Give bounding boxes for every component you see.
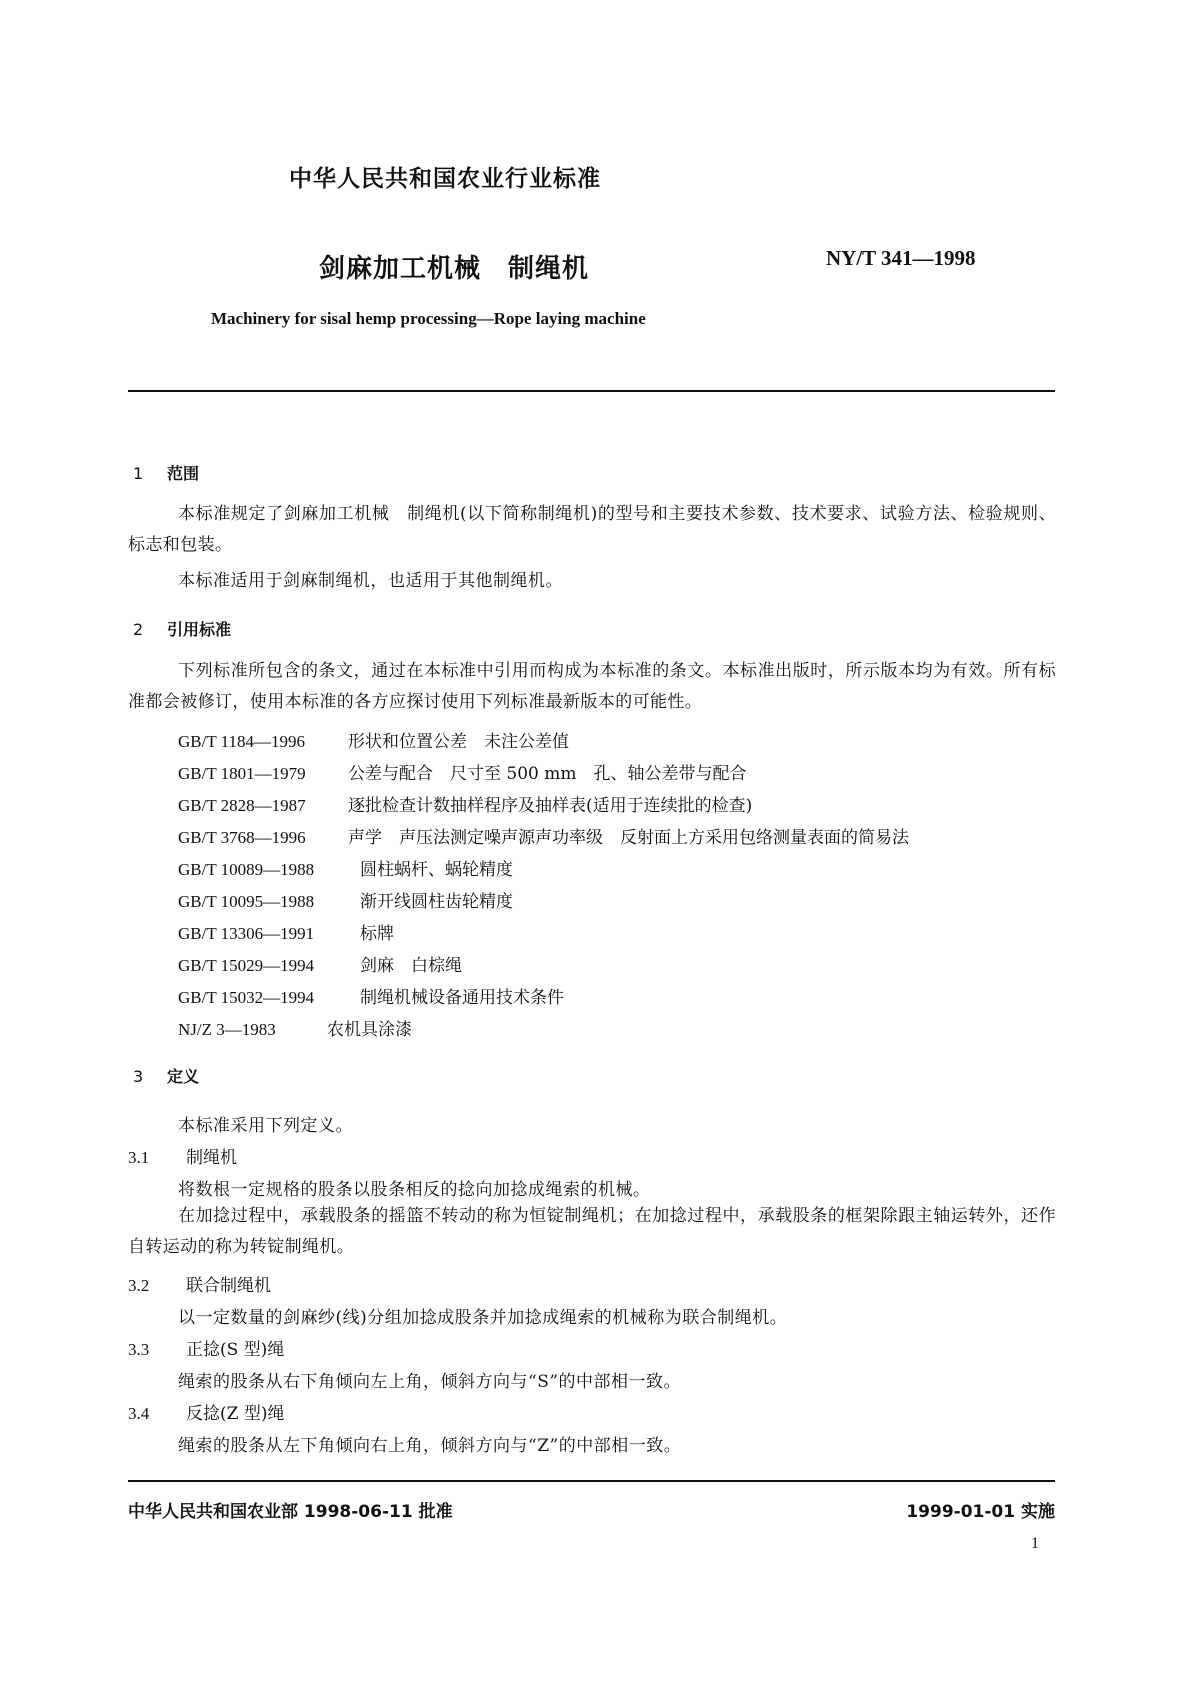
effective-date-line: 1999-01-01 实施	[906, 1502, 1055, 1522]
footer-divider	[128, 1480, 1055, 1482]
reference-title: 逐批检查计数抽样程序及抽样表(适用于连续批的检查)	[348, 796, 753, 816]
reference-item	[178, 1015, 412, 1040]
reference-title: 圆柱蜗杆、蜗轮精度	[360, 860, 513, 880]
definition-heading-3-1	[128, 1143, 237, 1168]
reference-item	[178, 983, 564, 1008]
approval-line: 中华人民共和国农业部 1998-06-11 批准	[128, 1502, 453, 1522]
section-1-paragraph-2: 本标准适用于剑麻制绳机，也适用于其他制绳机。	[178, 571, 563, 591]
reference-item	[178, 887, 513, 912]
reference-item	[178, 759, 747, 784]
definition-term: 反捻(Z 型)绳	[186, 1404, 285, 1424]
reference-title: 公差与配合 尺寸至 500 mm 孔、轴公差带与配合	[348, 764, 747, 784]
reference-item	[178, 951, 462, 976]
reference-item	[178, 823, 909, 848]
standard-category: 中华人民共和国农业行业标准	[289, 166, 601, 192]
section-3-intro: 本标准采用下列定义。	[178, 1116, 353, 1136]
definition-number: 3.2	[128, 1276, 150, 1295]
reference-title: 农机具涂漆	[327, 1020, 412, 1040]
definition-3-1-paragraph-2: 在加捻过程中，承载股条的摇篮不转动的称为恒锭制绳机；在加捻过程中，承载股条的框架除跟主轴运转外，还作自转运动的称为转锭制绳机。	[128, 1206, 1056, 1257]
header-divider	[128, 390, 1055, 392]
reference-code: GB/T 2828—1987	[178, 796, 306, 815]
reference-title: 标牌	[360, 924, 394, 944]
reference-title: 形状和位置公差 未注公差值	[348, 732, 569, 752]
reference-code: NJ/Z 3—1983	[178, 1020, 276, 1039]
reference-item	[178, 855, 513, 880]
reference-code: GB/T 15029—1994	[178, 956, 315, 975]
definition-number: 3.4	[128, 1404, 150, 1423]
section-heading-2	[133, 617, 231, 640]
document-title-cn: 剑麻加工机械 制绳机	[319, 254, 590, 284]
definition-term: 制绳机	[186, 1148, 237, 1168]
definition-3-3-paragraph-1: 绳索的股条从右下角倾向左上角，倾斜方向与“S”的中部相一致。	[178, 1372, 682, 1392]
section-title: 范围	[167, 464, 200, 483]
section-heading-1	[133, 461, 199, 484]
reference-code: GB/T 10095—1988	[178, 892, 315, 911]
definition-term: 正捻(S 型)绳	[186, 1340, 285, 1360]
reference-title: 剑麻 白棕绳	[360, 956, 462, 976]
reference-item	[178, 727, 569, 752]
section-number: 3	[133, 1067, 144, 1086]
reference-code: GB/T 1184—1996	[178, 732, 306, 751]
reference-item	[178, 791, 752, 816]
definition-heading-3-2	[128, 1271, 271, 1296]
document-title-en: Machinery for sisal hemp processing—Rope laying machine	[211, 309, 646, 328]
reference-title: 声学 声压法测定噪声源声功率级 反射面上方采用包络测量表面的简易法	[348, 828, 909, 848]
reference-code: GB/T 15032—1994	[178, 988, 315, 1007]
definition-3-4-paragraph-1: 绳索的股条从左下角倾向右上角，倾斜方向与“Z”的中部相一致。	[178, 1436, 682, 1456]
definition-heading-3-3	[128, 1335, 284, 1360]
definition-number: 3.3	[128, 1340, 150, 1359]
section-title: 定义	[167, 1067, 200, 1086]
definition-3-2-paragraph-1: 以一定数量的剑麻纱(线)分组加捻成股条并加捻成绳索的机械称为联合制绳机。	[178, 1308, 788, 1328]
reference-code: GB/T 1801—1979	[178, 764, 306, 783]
reference-code: GB/T 13306—1991	[178, 924, 315, 943]
definition-heading-3-4	[128, 1399, 284, 1424]
section-heading-3	[133, 1064, 199, 1087]
reference-code: GB/T 10089—1988	[178, 860, 315, 879]
definition-term: 联合制绳机	[186, 1276, 271, 1296]
section-number: 2	[133, 620, 144, 639]
reference-title: 渐开线圆柱齿轮精度	[360, 892, 513, 912]
section-2-paragraph-1: 下列标准所包含的条文，通过在本标准中引用而构成为本标准的条文。本标准出版时，所示版本均为有效。所有标准都会被修订，使用本标准的各方应探讨使用下列标准最新版本的可能性。	[128, 661, 1056, 712]
standard-code: NY/T 341—1998	[826, 246, 976, 270]
definition-3-1-paragraph-1: 将数根一定规格的股条以股条相反的捻向加捻成绳索的机械。	[178, 1180, 651, 1200]
section-number: 1	[133, 464, 144, 483]
reference-title: 制绳机械设备通用技术条件	[360, 988, 564, 1008]
section-1-paragraph-1: 本标准规定了剑麻加工机械 制绳机(以下简称制绳机)的型号和主要技术参数、技术要求、试验方法、检验规则、标志和包装。	[128, 504, 1056, 555]
section-title: 引用标准	[167, 620, 232, 639]
definition-number: 3.1	[128, 1148, 150, 1167]
reference-code: GB/T 3768—1996	[178, 828, 306, 847]
reference-item	[178, 919, 394, 944]
page-number: 1	[1031, 1535, 1039, 1552]
